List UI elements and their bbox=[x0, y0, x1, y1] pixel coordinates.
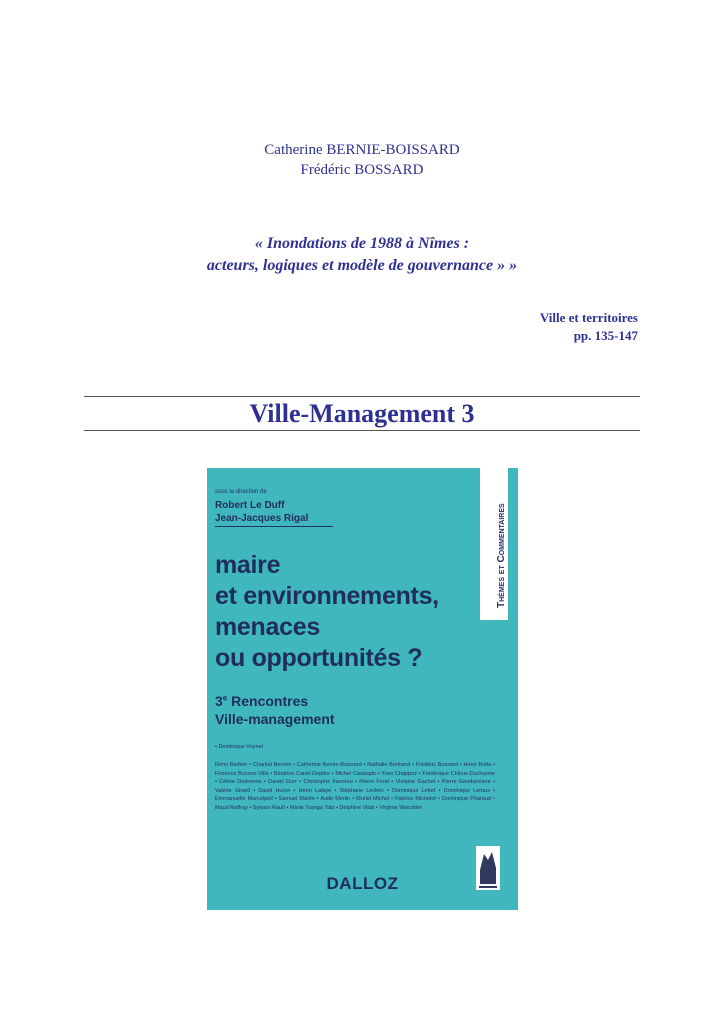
cover-editor: Jean-Jacques Rigal bbox=[215, 513, 309, 524]
cover-direction-label: sous la direction de bbox=[215, 489, 267, 495]
cover-contributors: Rémi Barbier • Chantal Bernier • Catherine Bernie-Boissard • Nathalie Bertrand • Frédéric Bossard • Henri Botta • Florence Busson-Villa • Béatrice Canel-Depitre • Michel Castaigts • Yves Chappoz • Frédérique Chlous-Ducharme • Céline Dedrenne • Daniel Durr • Christophe Favoreu • Pierre Frost • Violaine Gachet • Pierre Gendanniere • Valérie Girard • David Huron • Henri Lafaye • Stéphane Leclerc • Dominique Lefort • Dominique Leroux • Emmanuelle Marcelpoil • Samuel Martin • Aude Merlin • Muriel Michel • Fabrice Michelot • Dominique Pharaud • Maud Raffray • Sylvain Rault • Marie Tsanga Tabi • Delphine Vitali • Virginie Wanzitter bbox=[215, 762, 495, 811]
cover-subtitle-line: Ville-management bbox=[215, 711, 335, 727]
cover-publisher: DALLOZ bbox=[326, 874, 399, 893]
book-title: Ville-Management 3 bbox=[249, 399, 475, 428]
page-range: pp. 135-147 bbox=[573, 328, 638, 343]
cover-subtitle bbox=[215, 692, 335, 728]
section-info bbox=[540, 309, 638, 345]
authors-block bbox=[0, 140, 724, 180]
cover-subtitle-number: 3 bbox=[215, 693, 223, 709]
title-bottom-rule bbox=[84, 430, 640, 431]
cover-main-title bbox=[215, 550, 439, 674]
cover-editors bbox=[215, 499, 308, 525]
cover-series-band bbox=[480, 468, 508, 620]
author-name: Catherine BERNIE-BOISSARD bbox=[264, 142, 460, 158]
cover-title-line: ou opportunités ? bbox=[215, 644, 423, 672]
cover-subtitle-line bbox=[215, 692, 335, 710]
cover-editor-rule bbox=[215, 526, 333, 527]
author-name: Frédéric BOSSARD bbox=[300, 162, 424, 178]
article-title-line: « Inondations de 1988 à Nîmes : bbox=[254, 235, 470, 252]
cover-first-contributor: • Dominique Voynet bbox=[215, 744, 264, 750]
cover-title-line: et environnements, bbox=[215, 582, 439, 610]
title-top-rule bbox=[84, 396, 640, 397]
article-title-line: acteurs, logiques et modèle de gouvernance » » bbox=[206, 257, 518, 274]
cover-title-line: maire bbox=[215, 551, 281, 579]
article-title bbox=[0, 233, 724, 277]
cover-editor: Robert Le Duff bbox=[215, 500, 285, 511]
cover-series-label: Thèmes et Commentaires bbox=[496, 503, 507, 608]
cover-title-line: menaces bbox=[215, 613, 320, 641]
cover-subtitle-rest: Rencontres bbox=[227, 693, 309, 709]
section-name: Ville et territoires bbox=[539, 310, 638, 325]
cover-subtitle-sup: e bbox=[222, 693, 228, 703]
book-cover bbox=[207, 468, 518, 910]
